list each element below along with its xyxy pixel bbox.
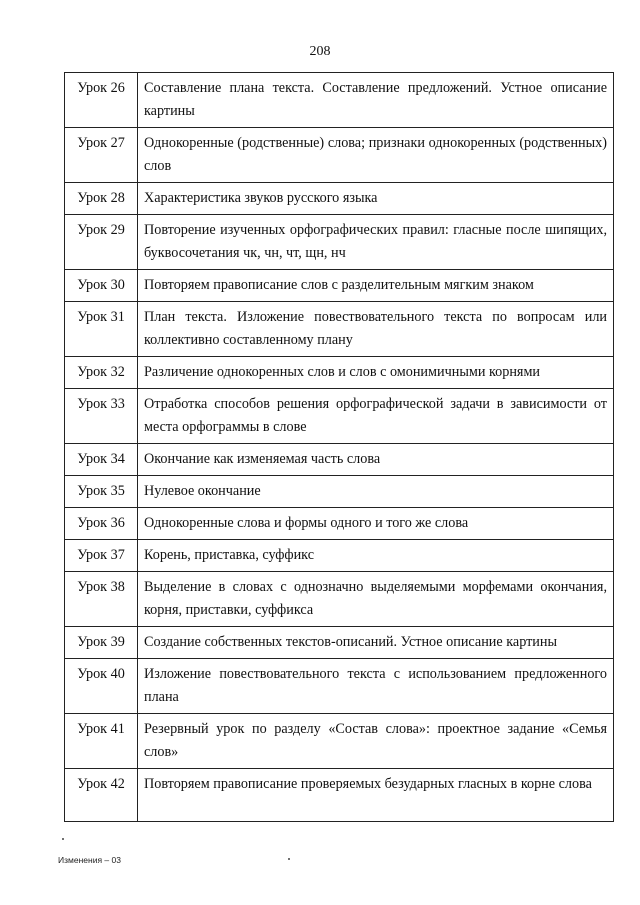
lesson-topic: Создание собственных текстов-описаний. Устное описание картины (138, 627, 614, 659)
scan-speck (62, 838, 64, 840)
table-row (65, 444, 614, 476)
lesson-number: Урок 30 (65, 270, 138, 302)
lesson-number: Урок 33 (65, 389, 138, 444)
lesson-number: Урок 26 (65, 73, 138, 128)
lesson-topic: Отработка способов решения орфографической задачи в зависимости от места орфограммы в слове (138, 389, 614, 444)
lesson-number: Урок 38 (65, 572, 138, 627)
page-number: 208 (309, 44, 331, 59)
lesson-topic: Повторяем правописание проверяемых безударных гласных в корне слова (138, 769, 614, 822)
table-row (65, 73, 614, 128)
lesson-topic: План текста. Изложение повествовательного текста по вопросам или коллективно составленному плану (138, 302, 614, 357)
lesson-topic: Изложение повествовательного текста с использованием предложенного плана (138, 659, 614, 714)
table-row (65, 270, 614, 302)
table-row (65, 215, 614, 270)
lesson-number: Урок 39 (65, 627, 138, 659)
table-row (65, 476, 614, 508)
table-row (65, 302, 614, 357)
lesson-topic: Составление плана текста. Составление предложений. Устное описание картины (138, 73, 614, 128)
table-row (65, 183, 614, 215)
table-row (65, 389, 614, 444)
lesson-number: Урок 37 (65, 540, 138, 572)
lesson-number: Урок 35 (65, 476, 138, 508)
lesson-number: Урок 36 (65, 508, 138, 540)
lesson-topic: Различение однокоренных слов и слов с омонимичными корнями (138, 357, 614, 389)
lesson-number: Урок 31 (65, 302, 138, 357)
table-row (65, 769, 614, 822)
table-row (65, 128, 614, 183)
lesson-topic: Выделение в словах с однозначно выделяемыми морфемами окончания, корня, приставки, суффикса (138, 572, 614, 627)
lesson-topic: Нулевое окончание (138, 476, 614, 508)
table-row (65, 572, 614, 627)
scan-speck (288, 858, 290, 860)
table-row (65, 627, 614, 659)
lesson-number: Урок 27 (65, 128, 138, 183)
lesson-topic: Однокоренные (родственные) слова; признаки однокоренных (родственных) слов (138, 128, 614, 183)
lesson-number: Урок 28 (65, 183, 138, 215)
lesson-number: Урок 41 (65, 714, 138, 769)
lesson-number: Урок 34 (65, 444, 138, 476)
lesson-number: Урок 32 (65, 357, 138, 389)
lesson-number: Урок 29 (65, 215, 138, 270)
lesson-number: Урок 42 (65, 769, 138, 822)
lesson-number: Урок 40 (65, 659, 138, 714)
lesson-topic: Однокоренные слова и формы одного и того же слова (138, 508, 614, 540)
table-row (65, 357, 614, 389)
table-row (65, 659, 614, 714)
lesson-table (64, 72, 614, 822)
lesson-topic: Повторение изученных орфографических правил: гласные после шипящих, буквосочетания чк, чн, чт, щн, нч (138, 215, 614, 270)
lesson-topic: Резервный урок по разделу «Состав слова»: проектное задание «Семья слов» (138, 714, 614, 769)
lesson-rows (65, 73, 614, 822)
footer-revision: Изменения – 03 (58, 855, 121, 865)
table-row (65, 508, 614, 540)
lesson-topic: Корень, приставка, суффикс (138, 540, 614, 572)
lesson-topic: Окончание как изменяемая часть слова (138, 444, 614, 476)
lesson-topic: Повторяем правописание слов с разделительным мягким знаком (138, 270, 614, 302)
table-row (65, 540, 614, 572)
table-row (65, 714, 614, 769)
lesson-topic: Характеристика звуков русского языка (138, 183, 614, 215)
